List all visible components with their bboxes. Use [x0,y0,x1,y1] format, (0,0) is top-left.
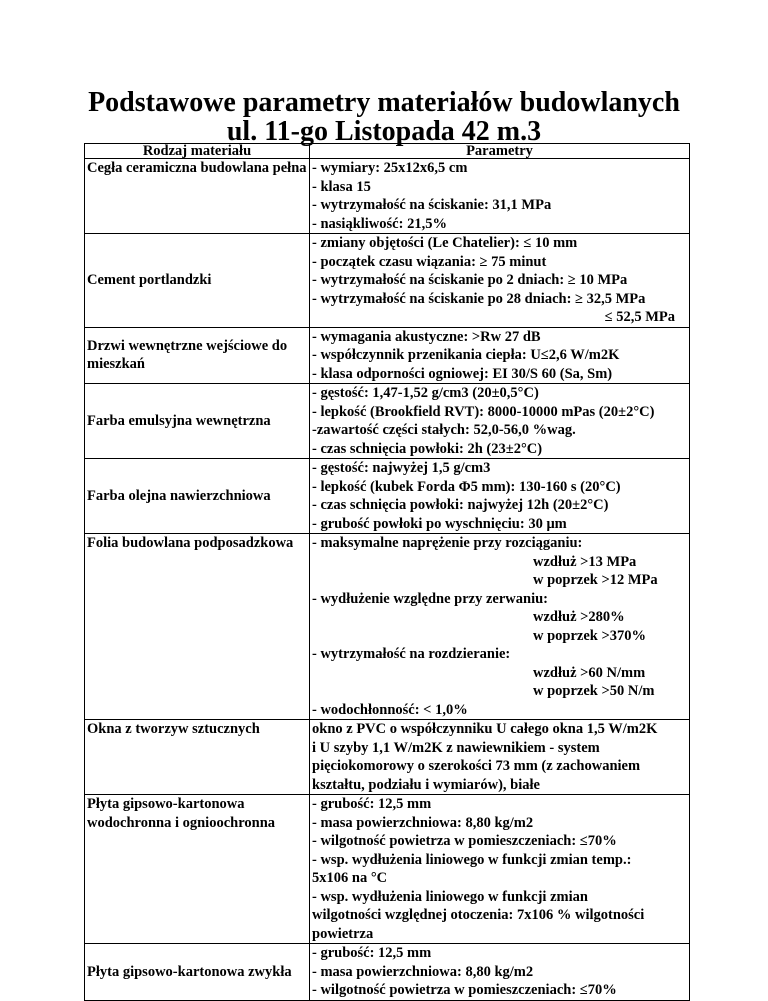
param-line: 5x106 na °C [312,870,388,886]
page-subtitle-address: ul. 11-go Listopada 42 m.3 [226,116,542,147]
param-line: kształtu, podziału i wymiarów), białe [312,776,540,793]
table-row [85,234,690,328]
table-row [85,944,690,1001]
param-line: - grubość powłoki po wyschnięciu: 30 μm [312,515,567,532]
param-line: - czas schnięcia powłoki: najwyżej 12h (20±2°C) [312,497,609,513]
param-line: pięciokomorowy o szerokości 73 mm (z zachowaniem [312,758,641,774]
param-line: i U szyby 1,1 W/m2K z nawiewnikiem - system [312,739,600,756]
material-name: Folia budowlana podposadzkowa [85,534,310,720]
param-line: - klasa 15 [312,178,371,195]
material-name: Farba emulsyjna wewnętrzna [85,384,310,459]
param-line: wzdłuż >13 MPa [533,553,637,570]
param-line: - wytrzymałość na ściskanie po 2 dniach: ≥ 10 MPa [312,272,628,288]
materials-table [84,143,690,1001]
param-line: - masa powierzchniowa: 8,80 kg/m2 [312,963,534,980]
param-line: - nasiąkliwość: 21,5% [312,215,447,232]
param-line: - lepkość (Brookfield RVT): 8000-10000 mPas (20±2°C) [312,403,655,420]
param-line: -zawartość części stałych: 52,0-56,0 %wag. [312,422,576,438]
param-line: - wytrzymałość na ściskanie po 28 dniach: ≥ 32,5 MPa [312,290,646,307]
param-line: - wilgotność powietrza w pomieszczeniach: ≤70% [312,982,617,998]
param-line: - maksymalne naprężenie przy rozciąganiu: [312,535,583,551]
table-row [85,795,690,944]
param-line: - wsp. wydłużenia liniowego w funkcji zmian temp.: [312,851,632,868]
material-params [310,234,690,328]
material-params [310,159,690,234]
param-line: powietrza [312,925,374,942]
material-name: Cement portlandzki [85,234,310,328]
material-name: Płyta gipsowo-kartonowa zwykła [85,944,310,1001]
param-line: w poprzek >370% [533,627,646,644]
param-line: - czas schnięcia powłoki: 2h (23±2°C) [312,440,543,457]
table-row [85,534,690,720]
table-header-row [85,144,690,159]
param-line: - grubość: 12,5 mm [312,945,432,961]
material-name: Płyta gipsowo-kartonowa wodochronna i ognioochronna [85,795,310,944]
param-line: wzdłuż >60 N/mm [533,664,646,681]
param-line: - współczynnik przenikania ciepła: U≤2,6 W/m2K [312,347,620,363]
param-line: - wsp. wydłużenia liniowego w funkcji zmian [312,888,588,905]
material-params [310,384,690,459]
table-row [85,159,690,234]
param-line: - masa powierzchniowa: 8,80 kg/m2 [312,814,534,831]
param-line: - lepkość (kubek Forda Φ5 mm): 130-160 s (20°C) [312,478,621,495]
material-params [310,327,690,384]
material-name: Drzwi wewnętrzne wejściowe do mieszkań [85,327,310,384]
param-line: - wytrzymałość na rozdzieranie: [312,646,511,662]
param-line: - wymagania akustyczne: >Rw 27 dB [312,328,541,345]
header-material: Rodzaj materiału [85,144,310,159]
param-line: w poprzek >50 N/m [533,683,655,699]
param-line: okno z PVC o współczynniku U całego okna 1,5 W/m2K [312,721,658,737]
material-name: Farba olejna nawierzchniowa [85,459,310,534]
param-line: wilgotności względnej otoczenia: 7x106 % wilgotności [312,907,645,923]
param-line: - wymiary: 25x12x6,5 cm [312,160,468,176]
material-params [310,720,690,795]
material-params [310,944,690,1001]
param-line: - wodochłonność: < 1,0% [312,701,468,718]
param-line: - wydłużenie względne przy zerwaniu: [312,590,548,607]
material-params [310,534,690,720]
param-line: wzdłuż >280% [533,609,625,625]
material-name: Okna z tworzyw sztucznych [85,720,310,795]
page-title: Podstawowe parametry materiałów budowlanych [88,87,680,118]
param-line: - grubość: 12,5 mm [312,796,432,812]
material-params [310,795,690,944]
param-line: - wilgotność powietrza w pomieszczeniach: ≤70% [312,833,617,849]
param-line: - klasa odporności ogniowej: EI 30/S 60 (Sa, Sm) [312,365,613,382]
table-row [85,327,690,384]
param-line: - gęstość: najwyżej 1,5 g/cm3 [312,460,491,476]
param-line: - gęstość: 1,47-1,52 g/cm3 (20±0,5°C) [312,385,539,401]
table-row [85,720,690,795]
material-params [310,459,690,534]
param-line: - początek czasu wiązania: ≥ 75 minut [312,253,547,270]
material-name: Cegła ceramiczna budowlana pełna [85,159,310,234]
param-line: - wytrzymałość na ściskanie: 31,1 MPa [312,197,552,213]
param-line: - zmiany objętości (Le Chatelier): ≤ 10 mm [312,235,578,251]
table-row [85,384,690,459]
param-line: w poprzek >12 MPa [533,572,658,588]
header-params: Parametry [310,144,690,159]
param-line: ≤ 52,5 MPa [604,309,675,325]
table-row [85,459,690,534]
